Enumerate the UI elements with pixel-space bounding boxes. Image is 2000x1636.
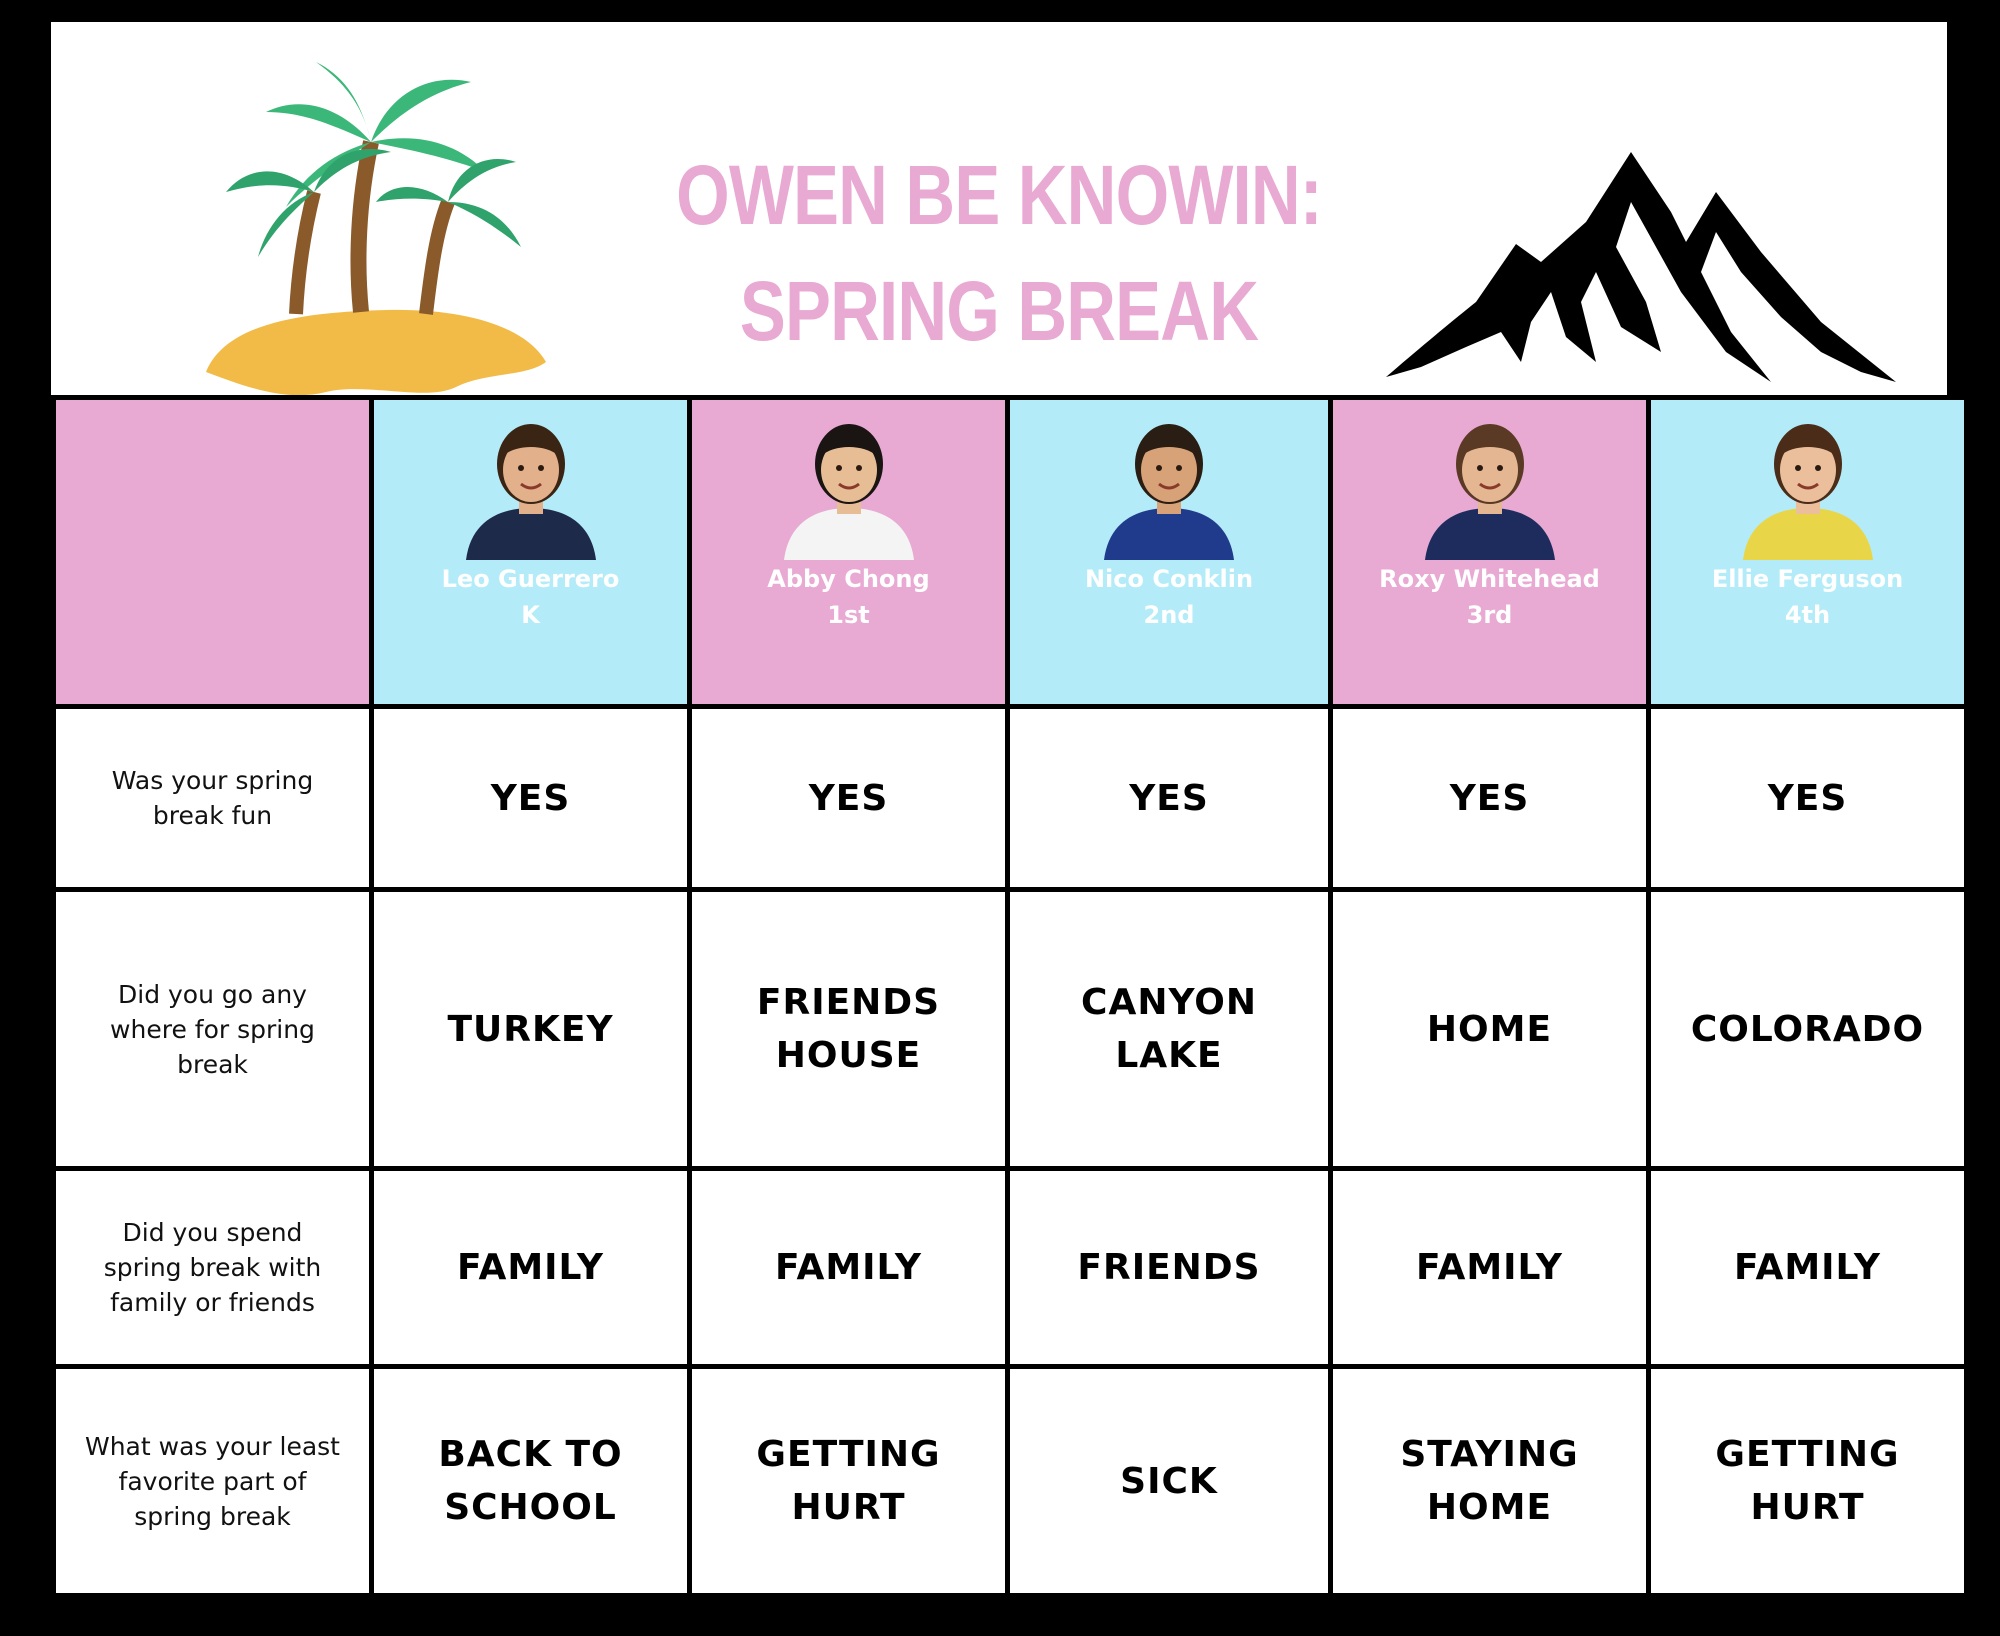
answer-cell xyxy=(1010,892,1328,1166)
student-header xyxy=(692,400,1005,704)
student-header xyxy=(1010,400,1328,704)
answer-cell xyxy=(1333,1369,1646,1593)
answer-cell xyxy=(692,892,1005,1166)
answer-text: FAMILY xyxy=(1734,1247,1881,1288)
answer-text: FRIENDS xyxy=(1077,1247,1261,1288)
answer-text: GETTING HURT xyxy=(756,1434,941,1528)
student-grade: 4th xyxy=(1784,601,1831,629)
answer-text: HOME xyxy=(1426,1008,1553,1050)
student-grade: 2nd xyxy=(1143,601,1195,629)
student-name: Ellie Ferguson xyxy=(1711,565,1904,593)
question-cell xyxy=(56,709,369,887)
answer-cell xyxy=(374,709,687,887)
answer-text: FAMILY xyxy=(775,1247,922,1288)
answer-text: YES xyxy=(1767,777,1848,819)
answer-cell xyxy=(1010,709,1328,887)
title-line-1: OWEN BE KNOWIN: xyxy=(676,148,1322,242)
answer-text: GETTING HURT xyxy=(1715,1434,1900,1528)
answer-cell xyxy=(1333,709,1646,887)
student-photo xyxy=(451,400,611,560)
answer-text: YES xyxy=(490,777,571,819)
header-banner xyxy=(51,22,1947,395)
answer-text: TURKEY xyxy=(447,1008,614,1050)
question-cell xyxy=(56,892,369,1166)
answer-cell xyxy=(692,1171,1005,1364)
question-text: Did you go any where for spring break xyxy=(110,979,315,1079)
student-grade: 1st xyxy=(827,601,870,629)
student-photo xyxy=(1410,400,1570,560)
answer-cell xyxy=(692,1369,1005,1593)
student-name: Nico Conklin xyxy=(1084,565,1254,593)
answer-text: STAYING HOME xyxy=(1400,1434,1579,1528)
question-text: What was your least favorite part of spring break xyxy=(84,1431,340,1531)
student-photo xyxy=(1089,400,1249,560)
mountain-icon xyxy=(1381,152,1901,392)
question-cell xyxy=(56,1369,369,1593)
answer-cell xyxy=(374,1369,687,1593)
answer-cell xyxy=(1010,1171,1328,1364)
student-name: Abby Chong xyxy=(767,565,930,593)
answer-text: FRIENDS HOUSE xyxy=(756,982,941,1076)
answer-cell xyxy=(1333,1171,1646,1364)
answer-cell xyxy=(1651,709,1964,887)
student-name: Roxy Whitehead xyxy=(1379,565,1600,593)
answer-cell xyxy=(1333,892,1646,1166)
question-text: Was your spring break fun xyxy=(111,766,314,830)
answer-cell xyxy=(374,892,687,1166)
student-header xyxy=(374,400,687,704)
student-photo xyxy=(1728,400,1888,560)
answer-text: CANYON LAKE xyxy=(1081,982,1257,1076)
answer-text: YES xyxy=(808,777,889,819)
question-text: Did you spend spring break with family or friends xyxy=(103,1218,322,1317)
corner-cell xyxy=(56,400,369,704)
student-header xyxy=(1333,400,1646,704)
answer-text: YES xyxy=(1449,777,1530,819)
answer-text: BACK TO SCHOOL xyxy=(438,1434,623,1528)
answer-text: FAMILY xyxy=(1416,1247,1563,1288)
student-header xyxy=(1651,400,1964,704)
answer-text: YES xyxy=(1129,777,1209,819)
title-line-2: SPRING BREAK xyxy=(739,264,1259,358)
answer-cell xyxy=(1651,1369,1964,1593)
question-cell xyxy=(56,1171,369,1364)
answer-cell xyxy=(374,1171,687,1364)
answer-text: COLORADO xyxy=(1690,1008,1925,1050)
answer-text: SICK xyxy=(1120,1460,1218,1502)
student-grade: K xyxy=(521,601,540,629)
student-name: Leo Guerrero xyxy=(441,565,620,593)
answer-text: FAMILY xyxy=(457,1247,604,1288)
student-grade: 3rd xyxy=(1466,601,1513,629)
student-photo xyxy=(769,400,929,560)
answer-cell xyxy=(692,709,1005,887)
spring-break-table xyxy=(51,395,1947,1568)
answer-cell xyxy=(1651,1171,1964,1364)
answer-cell xyxy=(1010,1369,1328,1593)
answer-cell xyxy=(1651,892,1964,1166)
